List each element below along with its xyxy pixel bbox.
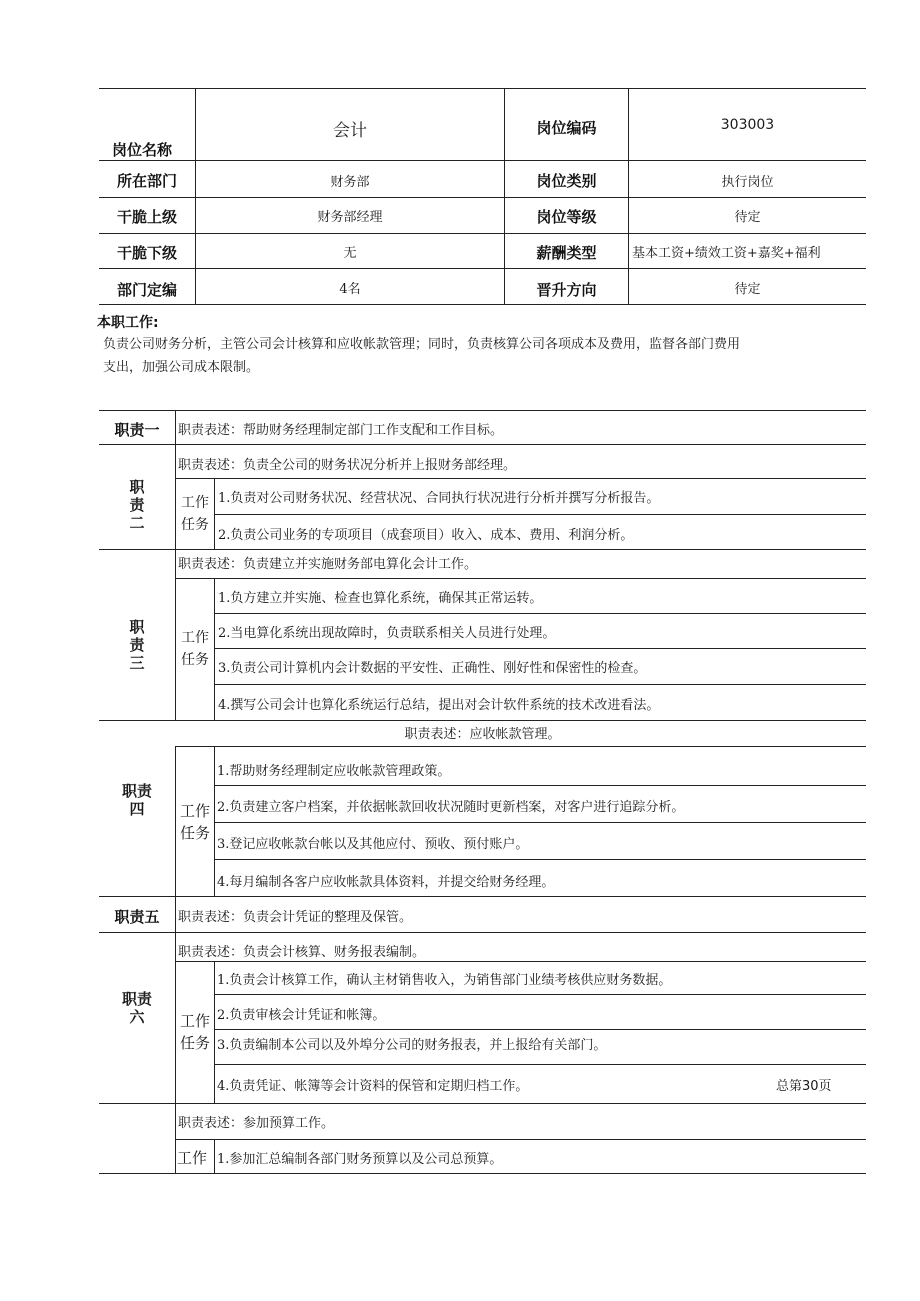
duty-1-description: 职责表述：帮助财务经理制定部门工作支配和工作目标。	[178, 423, 504, 438]
rule	[214, 785, 866, 786]
salary-type-label: 薪酬类型	[536, 244, 597, 262]
rule	[214, 478, 215, 549]
headcount-value: 4名	[339, 282, 361, 297]
rule	[99, 197, 866, 198]
rule	[214, 613, 866, 614]
duty-2-task-1: 1.负责对公司财务状况、经营状况、合同执行状况进行分析并撰写分析报告。	[218, 491, 660, 506]
duty-3-task-4: 4.撰写公司会计也算化系统运行总结，提出对会计软件系统的技术改进看法。	[218, 698, 660, 713]
rule	[99, 549, 866, 550]
rule	[175, 578, 866, 579]
duty-6-task-1: 1.负责会计核算工作，确认主材销售收入，为销售部门业绩考核供应财务数据。	[217, 973, 672, 988]
duty-7-task-1: 1.参加汇总编制各部门财务预算以及公司总预算。	[217, 1152, 503, 1167]
rule	[99, 896, 866, 897]
rule	[214, 961, 215, 1103]
rule	[99, 1173, 866, 1174]
duty-4-task-3: 3.登记应收帐款台帐以及其他应付、预收、预付账户。	[217, 837, 529, 852]
duty-7-description: 职责表述：参加预算工作。	[178, 1116, 335, 1131]
duty-4-task-1: 1.帮助财务经理制定应收帐款管理政策。	[217, 764, 451, 779]
duty-7-task-label: 工作	[177, 1149, 208, 1167]
duty-6-description: 职责表述：负责会计核算、财务报表编制。	[178, 945, 426, 960]
subordinate-label: 干脆下级	[116, 244, 177, 262]
position-code-value: 303003	[720, 117, 775, 133]
duty-4-task-label	[176, 800, 214, 844]
main-work-text-line1: 负责公司财务分析，主管公司会计核算和应收帐款管理；同时，负责核算公司各项成本及费用，监督各部门费用	[103, 337, 741, 352]
headcount-label: 部门定编	[116, 281, 177, 299]
subordinate-value: 无	[343, 246, 357, 261]
rule	[214, 514, 866, 515]
position-name-value: 会计	[333, 121, 367, 141]
rule	[99, 720, 866, 721]
promotion-label: 晋升方向	[536, 281, 597, 299]
duty-2-title-text: 职责二	[129, 478, 145, 532]
duty-4-description: 职责表述：应收帐款管理。	[404, 727, 561, 742]
rule	[214, 684, 866, 685]
duty-3-task-label-text: 工作任务	[181, 630, 209, 668]
rule	[175, 1139, 866, 1140]
rule	[99, 268, 866, 269]
rule	[214, 859, 866, 860]
duty-3-task-3: 3.负责公司计算机内会计数据的平安性、正确性、刚好性和保密性的检查。	[218, 661, 647, 676]
duty-3-title	[99, 618, 175, 672]
rule	[175, 961, 866, 962]
duty-4-title	[99, 782, 175, 818]
duty-4-task-2: 2.负责建立客户档案，并依据帐款回收状况随时更新档案，对客户进行追踪分析。	[217, 800, 685, 815]
promotion-value: 待定	[734, 282, 761, 297]
duty-3-title-text: 职责三	[129, 618, 145, 672]
duty-2-task-label	[176, 492, 214, 536]
rule	[99, 444, 866, 445]
rule	[214, 746, 215, 896]
rule	[175, 410, 176, 720]
duty-5-description: 职责表述：负责会计凭证的整理及保管。	[178, 910, 413, 925]
duty-6-task-label-text: 工作任务	[179, 1012, 210, 1052]
position-code-label: 岗位编码	[536, 119, 597, 137]
rule	[214, 994, 866, 995]
rule	[214, 822, 866, 823]
duty-2-task-2: 2.负责公司业务的专项项目（成套项目）收入、成本、费用、利润分析。	[218, 528, 634, 543]
duty-6-task-label	[176, 1010, 214, 1054]
main-work-heading: 本职工作:	[97, 315, 159, 331]
rule	[99, 304, 866, 305]
rule	[214, 1064, 866, 1065]
rule	[99, 1103, 866, 1104]
duty-4-title-text: 职责四	[121, 782, 152, 818]
position-grade-value: 待定	[734, 210, 761, 225]
duty-6-title	[99, 990, 175, 1026]
duty-1-title: 职责一	[114, 421, 160, 439]
main-work-text-line2: 支出，加强公司成本限制。	[103, 360, 260, 375]
rule	[99, 233, 866, 234]
rule	[214, 1139, 215, 1173]
duty-5-title: 职责五	[114, 908, 160, 926]
duty-3-task-2: 2.当电算化系统出现故障时，负责联系相关人员进行处理。	[218, 626, 556, 641]
rule	[214, 1029, 866, 1030]
rule	[214, 578, 215, 720]
duty-4-task-4: 4.每月编制各客户应收帐款具体资料，并提交给财务经理。	[217, 875, 555, 890]
duty-6-task-2: 2.负责审核会计凭证和帐簿。	[217, 1008, 386, 1023]
department-label: 所在部门	[116, 172, 177, 190]
duty-2-task-label-text: 工作任务	[181, 495, 209, 533]
duty-3-task-label	[176, 627, 214, 671]
duty-6-task-3: 3.负责编制本公司以及外埠分公司的财务报表，并上报给有关部门。	[217, 1038, 607, 1053]
position-grade-label: 岗位等级	[536, 208, 597, 226]
superior-label: 干脆上级	[116, 208, 177, 226]
duty-2-description: 职责表述：负责全公司的财务状况分析并上报财务部经理。	[178, 458, 517, 473]
rule	[99, 410, 866, 411]
superior-value: 财务部经理	[317, 210, 383, 225]
rule	[175, 478, 866, 479]
rule	[175, 746, 866, 747]
position-category-label: 岗位类别	[536, 172, 597, 190]
position-category-value: 执行岗位	[721, 175, 774, 190]
rule	[99, 88, 866, 89]
position-name-label: 岗位名称	[112, 141, 173, 159]
rule	[214, 648, 866, 649]
duty-6-title-text: 职责六	[121, 990, 152, 1026]
department-value: 财务部	[330, 175, 370, 190]
rule	[99, 932, 866, 933]
duty-3-task-1: 1.负方建立并实施、检查也算化系统，确保其正常运转。	[218, 591, 543, 606]
duty-4-task-label-text: 工作任务	[179, 802, 210, 842]
duty-6-task-4: 4.负责凭证、帐簿等会计资料的保管和定期归档工作。	[217, 1079, 529, 1094]
duty-3-description: 职责表述：负责建立并实施财务部电算化会计工作。	[178, 557, 478, 572]
salary-type-value: 基本工资+绩效工资+嘉奖+福利	[632, 246, 821, 261]
rule	[99, 160, 866, 161]
duty-2-title	[99, 478, 175, 532]
page-number-note: 总第30页	[776, 1079, 832, 1094]
